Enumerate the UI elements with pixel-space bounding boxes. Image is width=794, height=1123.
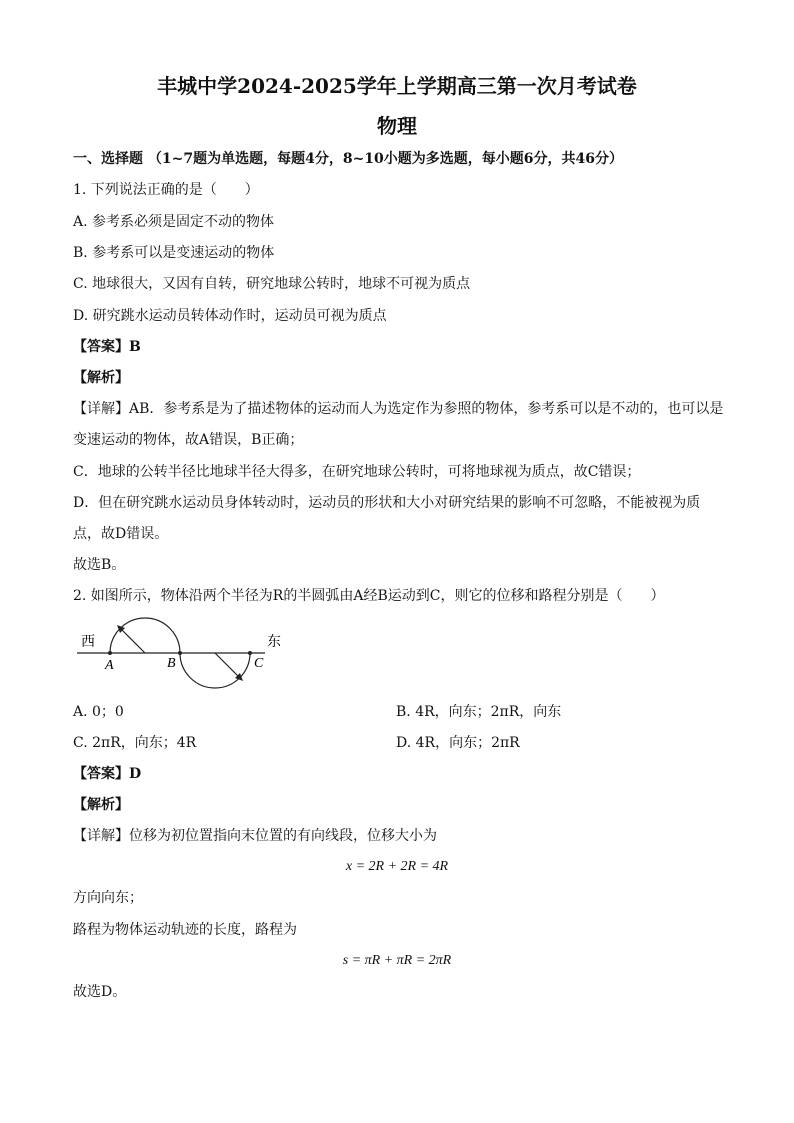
q2-option-c: C. 2πR，向东；4R <box>73 735 197 751</box>
q2-analysis-label: 【解析】 <box>73 797 129 813</box>
q2-detail-1: 【详解】位移为初位置指向末位置的有向线段，位移大小为 <box>73 828 437 844</box>
q1-detail-5: 点，故D错误。 <box>73 526 169 542</box>
point-c <box>248 651 252 655</box>
q1-detail-4: D．但在研究跳水运动员身体转动时，运动员的形状和大小对研究结果的影响不可忽略，不能被视为质 <box>73 495 701 511</box>
q2-option-a: A. 0；0 <box>73 704 124 720</box>
q1-option-a: A. 参考系必须是固定不动的物体 <box>73 214 275 230</box>
q2-answer: 【答案】D <box>73 766 142 782</box>
q2-stem: 2. 如图所示，物体沿两个半径为R的半圆弧由A经B运动到C，则它的位移和路程分别是（ ） <box>73 588 665 604</box>
q1-conclusion: 故选B。 <box>73 557 126 573</box>
q2-option-d: D. 4R，向东；2πR <box>396 735 520 751</box>
label-c: C <box>254 656 264 671</box>
q2-option-b: B. 4R，向东；2πR，向东 <box>396 704 562 720</box>
q2-detail-2: 方向向东； <box>73 890 143 906</box>
q1-detail-1: 【详解】AB．参考系是为了描述物体的运动而人为选定作为参照的物体，参考系可以是不动的，也可以是 <box>73 401 724 417</box>
q1-detail-2: 变速运动的物体，故A错误，B正确； <box>73 432 304 448</box>
q1-option-c: C. 地球很大，又因有自转，研究地球公转时，地球不可视为质点 <box>73 276 471 292</box>
q2-conclusion: 故选D。 <box>73 984 127 1000</box>
upper-semicircle <box>110 618 180 653</box>
point-b <box>178 651 182 655</box>
subject-title: 物理 <box>377 114 417 138</box>
q1-option-d: D. 研究跳水运动员转体动作时，运动员可视为质点 <box>73 308 387 324</box>
east-label: 东 <box>267 634 281 650</box>
exam-title: 丰城中学2024-2025学年上学期高三第一次月考试卷 <box>157 74 637 98</box>
q1-detail-3: C．地球的公转半径比地球半径大得多，在研究地球公转时，可将地球视为质点，故C错误； <box>73 464 641 480</box>
lower-semicircle <box>180 653 250 688</box>
west-label: 西 <box>81 634 95 650</box>
semicircle-path-diagram <box>73 615 303 695</box>
q1-answer: 【答案】B <box>73 339 141 355</box>
q2-formula-1: x = 2R + 2R = 4R <box>345 859 449 874</box>
label-a: A <box>105 658 114 673</box>
section-heading: 一、选择题 （1~7题为单选题，每题4分，8~10小题为多选题，每小题6分，共46分） <box>73 151 624 167</box>
q1-option-b: B. 参考系可以是变速运动的物体 <box>73 245 275 261</box>
q1-stem: 1. 下列说法正确的是（ ） <box>73 182 259 198</box>
upper-radius-arrow <box>121 629 145 653</box>
lower-radius-arrow <box>215 653 239 677</box>
q2-formula-2: s = πR + πR = 2πR <box>342 953 452 968</box>
q2-detail-3: 路程为物体运动轨迹的长度，路程为 <box>73 922 297 938</box>
label-b: B <box>167 656 176 671</box>
point-a <box>108 651 112 655</box>
q1-analysis-label: 【解析】 <box>73 370 129 386</box>
